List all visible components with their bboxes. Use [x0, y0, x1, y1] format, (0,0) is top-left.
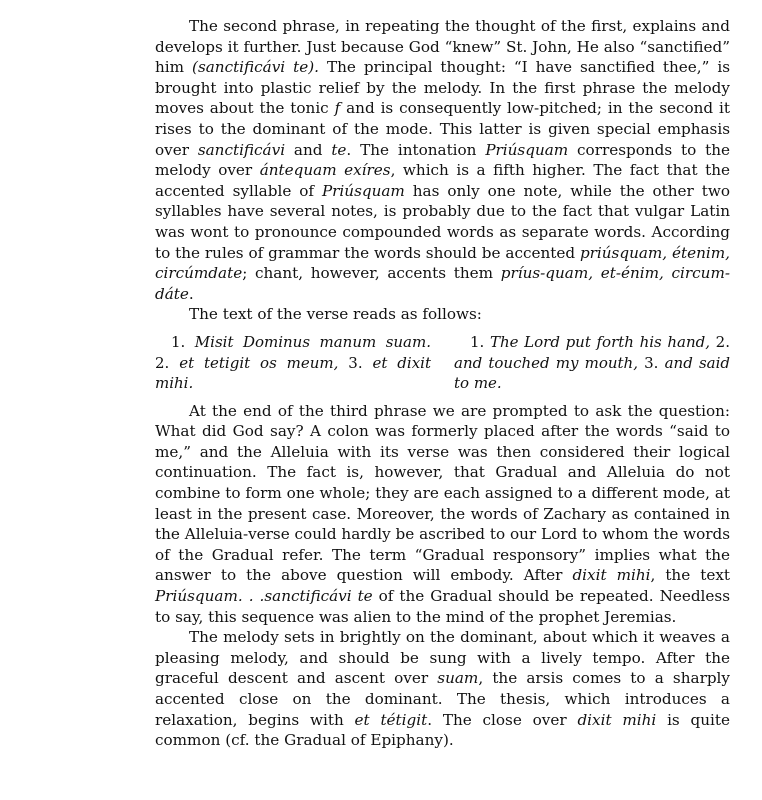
italic-text: et tétigit	[354, 710, 428, 729]
italic-text: suam	[437, 669, 479, 688]
italic-text: te	[331, 140, 347, 159]
italic-text: (sanctificávi te).	[192, 58, 319, 77]
italic-text: dixit mihi	[572, 566, 651, 585]
italic-text: ántequam exíres	[259, 161, 391, 180]
verse-text-block	[155, 332, 730, 394]
italic-text: priúsquam, étenim, circúmdate	[155, 243, 730, 283]
paragraph-verse-intro: The text of the verse reads as follows:	[189, 305, 482, 324]
paragraph-melody: The melody sets in brightly on the dominant, about which it weaves a pleasing melody, and should be sung with a lively tempo. After the graceful descent and ascent over suam, the arsis comes to a sharply accented close on the dominant. The thesis, which introduces a relaxation, begins with et tétigit. The close over dixit mihi is quite common (cf. the Gradual of Epiphany).	[155, 628, 730, 750]
italic-text: et dixit mihi.	[155, 353, 431, 393]
italic-text: Priúsquam. . .sanctificávi te	[155, 587, 373, 606]
paragraph-third-phrase: At the end of the third phrase we are prompted to ask the question: What did God say? A colon was formerly placed after the words “said to me,” and the Alleluia with its verse was then considered their logical continuation. The fact is, however, that Gradual and Alleluia do not combine to form one whole; they are each assigned to a different mode, at least in the present case. Moreover, the words of Zachary as contained in the Alleluia-verse could hardly be ascribed to our Lord to whom the words of the Gradual refer. The term “Gradual responsory” implies what the answer to the above question will embody. After dixit mihi, the text Priúsquam. . .sanctificávi te of the Gradual should be repeated. Needless to say, this sequence was alien to the mind of the prophet Jeremias.	[155, 401, 730, 626]
italic-text: f	[334, 99, 341, 118]
italic-text: Priúsquam	[485, 140, 569, 159]
verse-english: 1. The Lord put forth his hand, 2. and touched my mouth, 3. and said to me.	[454, 332, 730, 393]
italic-text: and said to me.	[454, 353, 730, 393]
italic-text: príus-quam, et-énim, circum-dáte	[155, 264, 730, 303]
italic-text: The Lord put forth his hand,	[489, 332, 711, 351]
paragraph-second-phrase: The second phrase, in repeating the thought of the first, explains and develops it further. Just because God “knew” St. John, He also “sanctified” him (sanctificávi te). The principal thought: “I have sanctified thee,” is brought into plastic relief by the melody. In the first phrase the melody moves about the tonic f and is consequently low-pitched; in the second it rises to the dominant of the mode. This latter is given special emphasis over sanctificávi and te. The intonation Priúsquam corresponds to the melody over ántequam exíres, which is a fifth higher. The fact that the accented syllable of Priúsquam has only one note, while the other two syllables have several notes, is probably due to the fact that vulgar Latin was wont to pronounce compounded words as separate words. According to the rules of grammar the words should be accented priúsquam, étenim, circúmdate; chant, however, accents them príus-quam, et-énim, circum-dáte.	[155, 17, 730, 303]
verse-latin: 1. Misit Dominus manum suam. 2. et tetigit os meum, 3. et dixit mihi.	[155, 332, 431, 393]
italic-text: dixit mihi	[577, 710, 657, 729]
italic-text: and touched my mouth,	[454, 353, 638, 372]
italic-text: Misit Dominus manum suam.	[194, 332, 431, 351]
italic-text: Priúsquam	[321, 181, 405, 200]
document-page	[155, 16, 730, 751]
italic-text: et tetigit os meum,	[179, 353, 339, 372]
italic-text: sanctificávi	[197, 140, 286, 159]
